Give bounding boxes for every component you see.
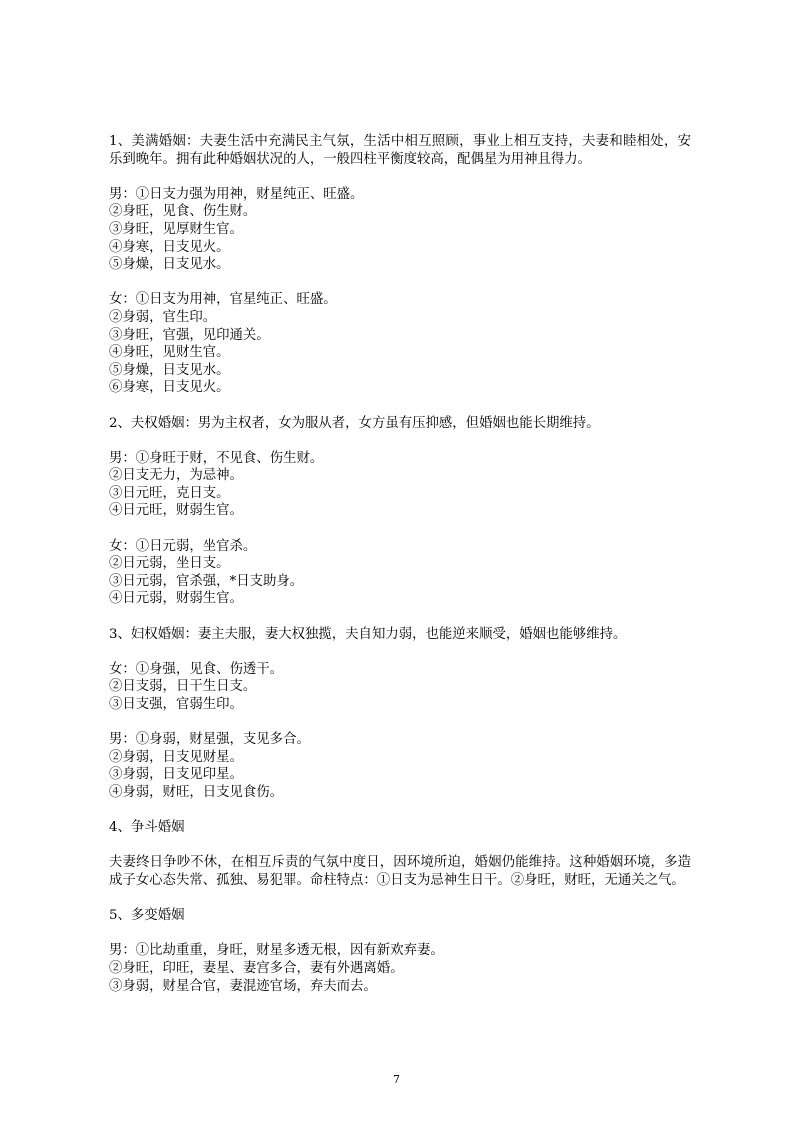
section-1-male-line-3: ③身旺，见厚财生官。 (109, 221, 243, 237)
section-2-female-line-2: ②日元弱，坐日支。 (109, 556, 230, 572)
spacer (109, 925, 691, 943)
section-2-male-line-4: ④日元旺，财弱生官。 (109, 503, 243, 519)
section-1-female-line-2: ②身弱，官生印。 (109, 309, 217, 325)
section-3-female-line-2: ②日支弱，日干生日支。 (109, 679, 257, 695)
section-3-male-line-3: ③身弱，日支见印星。 (109, 767, 243, 783)
section-1-male-line-2: ②身旺，见食、伤生财。 (109, 204, 257, 220)
spacer (109, 608, 691, 626)
section-2-heading: 2、夫权婚姻：男为主权者，女为服从者，女方虽有压抑感，但婚姻也能长期维持。 (109, 415, 600, 431)
section-3-female-line-1: 女：①身强，见食、伤透干。 (109, 661, 284, 677)
section-2-female-line-4: ④日元弱，财弱生官。 (109, 591, 243, 607)
section-1-female-line-5: ⑤身燥，日支见水。 (109, 362, 230, 378)
section-3-male-line-1: 男：①身弱，财星强，支见多合。 (109, 732, 310, 748)
spacer (109, 890, 691, 908)
spacer (109, 714, 691, 732)
section-2-female-line-1: 女：①日元弱，坐官杀。 (109, 538, 257, 554)
section-3-male-line-4: ④身弱，财旺，日支见食伤。 (109, 784, 284, 800)
section-1-female-line-3: ③身旺，官强，见印通关。 (109, 327, 270, 343)
section-1-male-line-4: ④身寒，日支见火。 (109, 239, 230, 255)
section-2-male-line-1: 男：①身旺于财，不见食、伤生财。 (109, 450, 324, 466)
spacer (109, 520, 691, 538)
section-1-female-line-4: ④身旺，见财生官。 (109, 345, 230, 361)
spacer (109, 643, 691, 661)
section-5-male-line-3: ③身弱，财星合官，妻混迹官场，弃夫而去。 (109, 978, 377, 994)
section-5-male-line-2: ②身旺，印旺，妻星、妻宫多合，妻有外遇离婚。 (109, 960, 404, 976)
section-2-male-line-3: ③日元旺，克日支。 (109, 485, 230, 501)
section-1-heading: 1、美满婚姻：夫妻生活中充满民主气氛，生活中相互照顾，事业上相互支持，夫妻和睦相处，安乐到晚年。拥有此种婚姻状况的人，一般四柱平衡度较高，配偶星为用神且得力。 (109, 134, 691, 167)
section-1-female-line-1: 女：①日支为用神，官星纯正、旺盛。 (109, 292, 337, 308)
spacer (109, 837, 691, 855)
section-5-heading: 5、多变婚姻 (109, 908, 185, 924)
page-number: 7 (393, 1073, 400, 1086)
spacer (109, 168, 691, 186)
section-2-female-line-3: ③日元弱，官杀强，*日支助身。 (109, 573, 304, 589)
document-body (109, 133, 691, 995)
spacer (109, 802, 691, 820)
section-3-heading: 3、妇权婚姻：妻主夫服，妻大权独揽，夫自知力弱，也能逆来顺受，婚姻也能够维持。 (109, 626, 627, 642)
spacer (109, 432, 691, 450)
section-3-male-line-2: ②身弱，日支见财星。 (109, 749, 243, 765)
spacer (109, 274, 691, 292)
section-1-male-line-5: ⑤身燥，日支见水。 (109, 257, 230, 273)
section-1-male-line-1: 男：①日支力强为用神，财星纯正、旺盛。 (109, 186, 364, 202)
section-1-female-line-6: ⑥身寒，日支见火。 (109, 380, 230, 396)
section-4-heading: 4、争斗婚姻 (109, 820, 185, 836)
section-4-paragraph: 夫妻终日争吵不休，在相互斥责的气氛中度日，因环境所迫，婚姻仍能维持。这种婚姻环境，多造成子女心态失常、孤独、易犯罪。命柱特点：①日支为忌神生日干。②身旺，财旺，无通关之气。 (109, 855, 691, 888)
section-2-male-line-2: ②日支无力，为忌神。 (109, 468, 243, 484)
section-3-female-line-3: ③日支强，官弱生印。 (109, 697, 243, 712)
spacer (109, 397, 691, 415)
section-5-male-line-1: 男：①比劫重重，身旺，财星多透无根，因有新欢弃妻。 (109, 943, 444, 959)
